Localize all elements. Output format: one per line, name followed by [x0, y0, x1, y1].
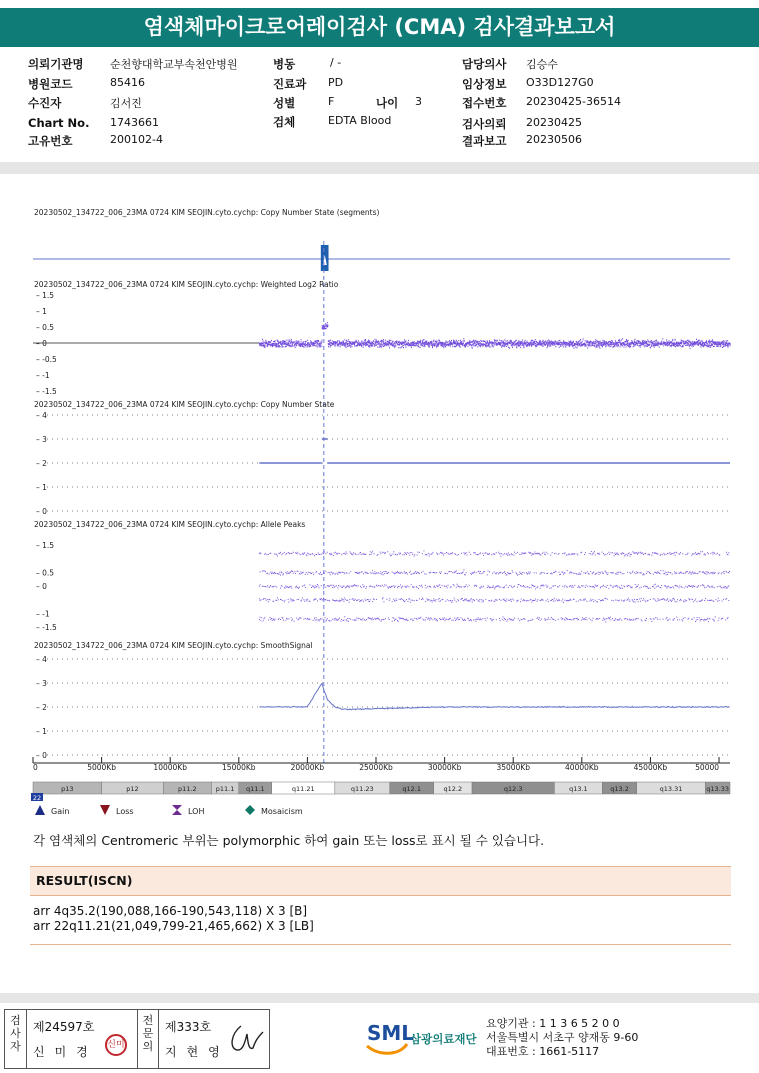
cn-ytick: – 0: [36, 507, 47, 516]
result-bottom-rule: [30, 944, 731, 945]
dept-value: PD: [328, 76, 344, 89]
ideogram-band-label: p13: [61, 785, 74, 793]
smooth-ytick: – 1: [36, 727, 47, 736]
x-axis-label: 50000: [695, 763, 720, 772]
smooth-signal-line: [259, 684, 729, 710]
panel-title: 20230502_134722_006_23MA 0724 KIM SEOJIN.cyto.cychp: Allele Peaks: [34, 520, 306, 529]
ideogram-band-label: q11.23: [350, 785, 374, 793]
ideogram-band-label: q12.3: [503, 785, 523, 793]
seal-text: 신미: [107, 1040, 125, 1050]
report-date-value: 20230506: [526, 133, 582, 146]
clinical-label: 임상정보: [462, 77, 507, 91]
x-axis-label: 15000Kb: [222, 763, 256, 772]
inspector-label-text: 검사자: [10, 1014, 21, 1053]
log2-ytick: – 1: [36, 307, 47, 316]
result-line: arr 22q11.21(21,049,799-21,465,662) X 3 [LB]: [33, 919, 314, 933]
cn-ytick: – 2: [36, 459, 47, 468]
log2-ytick: – 0.5: [36, 323, 55, 332]
result-line: arr 4q35.2(190,088,166-190,543,118) X 3 [B]: [33, 904, 308, 918]
allele-ytick: – -1: [36, 609, 50, 619]
legend-label: Loss: [116, 807, 134, 816]
inspector-name: 신미경: [33, 1045, 98, 1059]
signature-box: [4, 1009, 270, 1069]
dept-label: 진료과: [273, 77, 307, 91]
panel-title: 20230502_134722_006_23MA 0724 KIM SEOJIN.cyto.cychp: Weighted Log2 Ratio: [34, 280, 339, 289]
x-axis-label: 30000Kb: [427, 763, 462, 772]
code-label: 병원코드: [28, 77, 73, 91]
allele-ytick: – 1.5: [36, 541, 55, 550]
log2-ytick: – -1: [36, 371, 50, 380]
sex-label: 성별: [273, 96, 296, 110]
hospital-value: 순천향대학교부속천안병원: [110, 58, 238, 71]
legend-label: Gain: [51, 807, 70, 816]
specimen-label: 검체: [273, 115, 296, 129]
x-axis-label: 0: [33, 763, 38, 772]
allele-ytick: – 0.5: [36, 568, 55, 578]
triangle-up-icon: [35, 805, 45, 815]
x-axis-label: 45000Kb: [633, 763, 668, 772]
log2-ytick: – -0.5: [36, 355, 57, 364]
inspector-label: [5, 1010, 27, 1068]
cma-plots: [0, 195, 759, 820]
diamond-icon: [245, 805, 255, 815]
hospital-label: 의뢰기관명: [28, 57, 84, 71]
specialist-name: 지현영: [165, 1045, 230, 1059]
panel-title: 20230502_134722_006_23MA 0724 KIM SEOJIN.cyto.cychp: Copy Number State: [34, 400, 335, 409]
logo-text: SML: [367, 1021, 415, 1045]
specialist-number: 제333호: [165, 1020, 212, 1034]
patient-label: 수진자: [28, 96, 62, 110]
x-axis-label: 20000Kb: [290, 763, 325, 772]
ideogram-band-label: q13.2: [610, 785, 629, 793]
lab-info: [486, 1017, 638, 1059]
ideogram-band-label: p12: [126, 785, 139, 793]
hourglass-icon: [172, 805, 182, 815]
inspector-number: 제24597호: [33, 1020, 95, 1034]
smooth-ytick: – 0: [36, 751, 47, 760]
footer-divider: [0, 993, 759, 1003]
age-label: 나이: [376, 96, 399, 110]
log2-ratio-points: [260, 322, 731, 349]
triangle-down-icon: [100, 805, 110, 815]
cn-ytick: – 4: [36, 411, 47, 420]
centromeric-note: 각 염색체의 Centromeric 부위는 polymorphic 하여 gain 또는 loss로 표시 될 수 있습니다.: [33, 833, 545, 848]
allele-ytick: – 0: [36, 582, 47, 591]
patient-value: 김서진: [110, 97, 142, 110]
lab-address: 서울특별시 서초구 양재동 9-60: [486, 1031, 639, 1044]
result-list: [33, 904, 314, 934]
clinical-value: O33D127G0: [526, 76, 594, 89]
lab-phone: 대표번호 : 1661-5117: [486, 1045, 600, 1058]
cn-ytick: – 3: [36, 435, 47, 444]
x-axis-label: 10000Kb: [153, 763, 187, 772]
smooth-ytick: – 3: [36, 679, 47, 688]
report-title: 염색체마이크로어레이검사 (CMA) 검사결과보고서: [0, 8, 759, 47]
cn-ytick: – 1: [36, 483, 47, 492]
log2-ytick: – 0: [36, 339, 47, 348]
care-code: 요양기관 : 1 1 3 6 5 2 0 0: [486, 1017, 620, 1030]
request-value: 20230425: [526, 116, 582, 129]
ideogram-band-label: q12.2: [443, 785, 463, 793]
ideogram-band-label: q13.31: [659, 785, 683, 793]
section-divider: [0, 162, 759, 174]
log2-ytick: – 1.5: [36, 291, 55, 300]
age-value: 3: [415, 95, 422, 108]
lab-name: 삼광의료재단: [410, 1032, 477, 1046]
x-axis-label: 35000Kb: [496, 763, 530, 772]
sex-value: F: [328, 95, 335, 108]
ward-label: 병동: [273, 57, 296, 71]
inspector-seal: [105, 1034, 127, 1056]
x-axis-label: 5000Kb: [87, 763, 116, 772]
specialist-label-text: 전문의: [142, 1014, 154, 1053]
legend-label: LOH: [188, 807, 205, 816]
legend-label: Mosaicism: [261, 807, 303, 816]
smooth-ytick: – 4: [36, 655, 47, 664]
unique-value: 200102-4: [110, 133, 163, 146]
ward-value: / -: [330, 56, 342, 69]
x-axis-label: 40000Kb: [565, 763, 599, 772]
doctor-value: 김승수: [526, 58, 558, 71]
report-date-label: 결과보고: [462, 134, 507, 148]
chromosome-number: 22: [32, 794, 42, 802]
ideogram-band-label: q11.1: [245, 785, 265, 793]
smooth-ytick: – 2: [36, 703, 47, 712]
receipt-label: 접수번호: [462, 96, 507, 110]
allele-ytick: – -1.5: [36, 623, 57, 632]
chart-no-value: 1743661: [110, 116, 159, 129]
ideogram-band-label: q12.1: [402, 785, 421, 793]
ideogram-band-label: p11.2: [178, 785, 197, 793]
specialist-label: [137, 1010, 159, 1068]
ideogram-band-label: q13.33: [706, 785, 730, 793]
footer: [0, 1004, 759, 1073]
allele-peak-points: [259, 550, 729, 622]
request-label: 검사의뢰: [462, 117, 507, 131]
doctor-label: 담당의사: [462, 57, 507, 71]
unique-label: 고유번호: [28, 134, 73, 148]
chart-no-label: Chart No.: [28, 116, 90, 130]
cma-figure: [0, 195, 759, 820]
signature-icon: [227, 1020, 267, 1060]
x-axis-label: 25000Kb: [359, 763, 393, 772]
panel-title: 20230502_134722_006_23MA 0724 KIM SEOJIN.cyto.cychp: SmoothSignal: [34, 641, 313, 650]
receipt-value: 20230425-36514: [526, 95, 621, 108]
result-heading: RESULT(ISCN): [30, 866, 731, 896]
log2-ytick: – -1.5: [36, 387, 57, 396]
ideogram-band-label: q11.21: [291, 785, 315, 793]
code-value: 85416: [110, 76, 145, 89]
ideogram-band-label: p11.1: [215, 785, 235, 793]
panel-title: 20230502_134722_006_23MA 0724 KIM SEOJIN.cyto.cychp: Copy Number State (segments): [34, 208, 380, 217]
specimen-value: EDTA Blood: [328, 114, 392, 127]
ideogram-band-label: q13.1: [569, 785, 588, 793]
